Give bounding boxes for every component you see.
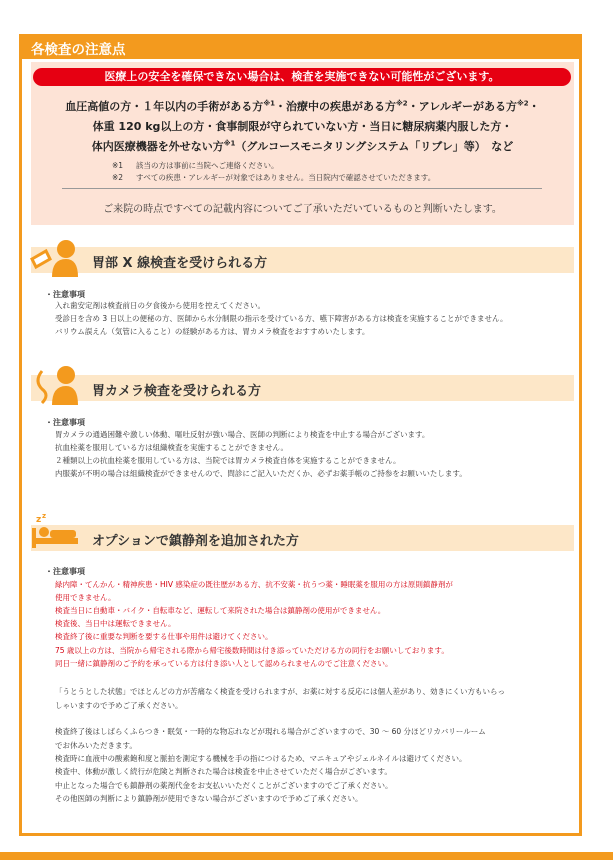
warning-note-line: 検査後、当日中は運転できません。	[55, 619, 176, 628]
note-line: しゃいますので予めご了承ください。	[55, 701, 183, 710]
notes-label: ・注意事項	[45, 418, 85, 427]
section-title-xray: 胃部 X 線検査を受けられる方	[92, 256, 268, 271]
footnote-text: 該当の方は事前に当院へご連絡ください。	[136, 161, 279, 170]
section-title-camera: 胃カメラ検査を受けられる方	[92, 384, 262, 399]
note-line: 入れ歯安定剤は検査前日の夕食後から使用を控えてください。	[55, 301, 265, 310]
note-line: ２種類以上の抗血栓薬を服用している方は、当院では胃カメラ検査自体を実施することができません。	[55, 456, 401, 465]
footnote-mark: ※2	[112, 173, 124, 182]
footer-bar	[0, 852, 613, 860]
notes-label: ・注意事項	[45, 567, 85, 576]
warning-banner: 医療上の安全を確保できない場合は、検査を実施できない可能性がございます。	[33, 68, 571, 86]
warning-note-line: 緑内障・てんかん・精神疾患・HIV 感染症の既往歴がある方、抗不安薬・抗うつ薬・睡眠薬を服用の方は原則鎮静剤が	[55, 580, 453, 589]
divider	[62, 188, 542, 189]
cond-text: （グルコースモニタリングシステム「リブレ」等） など	[235, 140, 514, 153]
warning-note-line: 検査当日に自動車・バイク・自転車など、運転して来院された場合は鎮静剤の使用ができません。	[55, 606, 386, 615]
footnote-mark: ※1	[263, 99, 275, 108]
section-title-sedation: オプションで鎮静剤を追加された方	[92, 534, 299, 549]
warning-note-line: 同日一緒に鎮静剤のご予約を承っている方は付き添い人として認められませんのでご注意ください。	[55, 659, 393, 668]
svg-text:z: z	[42, 512, 47, 520]
warning-line-1	[31, 98, 574, 114]
note-line: その他医師の判断により鎮静剤が使用できない場合がございますので予めご了承ください。	[55, 794, 363, 803]
footnote-mark: ※2	[516, 99, 529, 108]
note-line: バリウム誤えん（気管に入ること）の経験がある方は、胃カメラ検査をおすすめいたします。	[55, 327, 370, 336]
footnote-mark: ※1	[112, 161, 124, 170]
cond-text: ・	[528, 100, 540, 113]
page-title: 各検査の注意点	[31, 42, 126, 58]
cond-text: 血圧高値の方・１年以内の手術がある方	[65, 100, 264, 113]
endoscope-person-icon	[28, 363, 78, 405]
footnote-text: すべての疾患・アレルギーが対象ではありません。当日院内で確認させていただきます。	[136, 173, 436, 182]
warning-line-2: 体重 120 kg以上の方・食事制限が守られていない方・当日に糖尿病薬内服した方・	[92, 120, 513, 133]
note-line: 「うとうとした状態」でほとんどの方が苦痛なく検査を受けられますが、お薬に対する反応には個人差があり、効きにくい方もいらっ	[55, 687, 505, 696]
footnote-2	[112, 172, 435, 183]
sleeping-person-icon	[28, 512, 82, 552]
svg-text:z: z	[36, 515, 42, 525]
note-line: 検査時に血液中の酸素飽和度と脈拍を測定する機械を手の指につけるため、マニキュアやジェルネイルは避けてください。	[55, 754, 467, 763]
note-line: 内服薬が不明の場合は組織検査ができませんので、問診にご記入いただくか、必ずお薬手帳のご持参をお願いいたします。	[55, 469, 467, 478]
warning-note-line: 検査終了後に重要な判断を要する仕事や用件は避けてください。	[55, 632, 273, 641]
warning-note-line: 使用できません。	[55, 593, 116, 602]
note-line: 受診日を含め 3 日以上の便秘の方、医師から水分制限の指示を受けている方、嚥下障害がある方は検査を実施することができません。	[55, 314, 508, 323]
footnote-mark: ※1	[223, 139, 236, 148]
warning-line-3	[31, 138, 574, 154]
footnote-1	[112, 160, 279, 171]
note-line: 胃カメラの通過困難や激しい体動、嘔吐反射が強い場合、医師の判断により検査を中止する場合がございます。	[55, 430, 430, 439]
cond-text: 体内医療機器を外せない方	[91, 140, 224, 153]
note-line: 抗血栓薬を服用している方は組織検査を実施することができません。	[55, 443, 288, 452]
note-line: 中止となった場合でも鎮静剤の薬剤代金をお支払いいただくことがございますのでご了承ください。	[55, 781, 393, 790]
xray-person-icon	[28, 237, 78, 277]
consent-text: ご来院の時点ですべての記載内容についてご了承いただいているものと判断いたします。	[103, 204, 502, 215]
notes-label: ・注意事項	[45, 290, 85, 299]
warning-note-line: 75 歳以上の方は、当院から帰宅される際から帰宅後数時間は付き添っていただける方の同行をお願いしております。	[55, 646, 449, 655]
cond-text: ・治療中の疾患がある方	[275, 100, 396, 113]
footnote-mark: ※2	[396, 99, 408, 108]
cond-text: ・アレルギーがある方	[407, 100, 517, 113]
note-line: でお休みいただきます。	[55, 741, 137, 750]
note-line: 検査終了後はしばらくふらつき・眠気・一時的な物忘れなどが現れる場合がございますので、30 ～ 60 分ほどリカバリールーム	[55, 727, 486, 736]
note-line: 検査中、体動が激しく続行が危険と判断された場合は検査を中止させていただく場合がございます。	[55, 767, 392, 776]
